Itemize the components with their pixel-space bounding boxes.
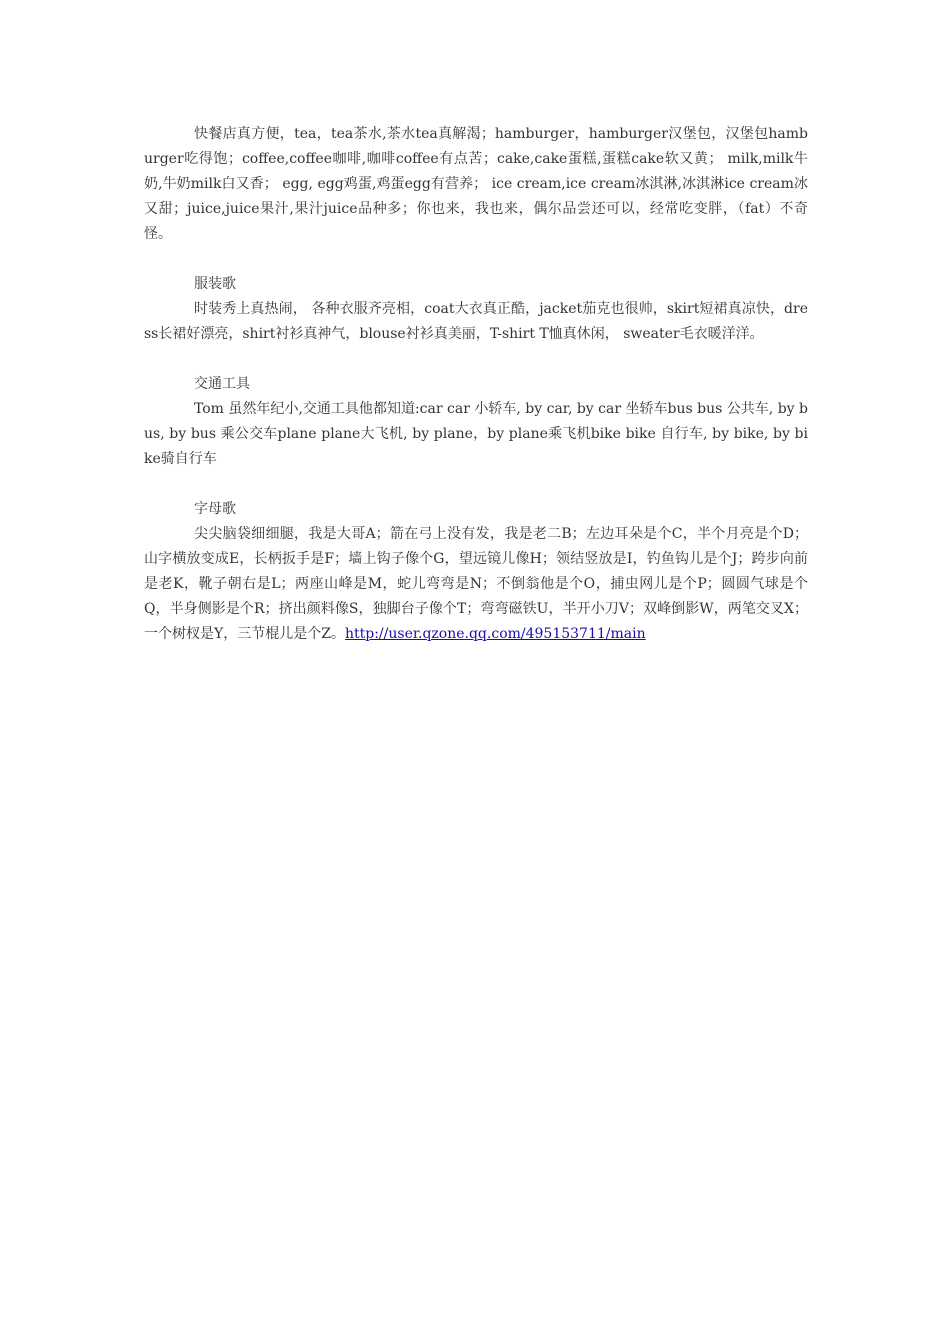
clothing-paragraph — [144, 297, 808, 347]
fastfood-paragraph — [144, 122, 808, 247]
qzone-link[interactable]: http://user.qzone.qq.com/495153711/main — [344, 626, 646, 642]
fastfood-text: 快餐店真方便，tea，tea茶水,茶水tea真解渴；hamburger，hamburger汉堡包，汉堡包hamburger吃得饱；coffee,coffee咖啡,咖啡coffee有点苦；cake,cake蛋糕,蛋糕cake软又黄； milk,milk牛奶,牛奶milk白又香； egg, egg鸡蛋,鸡蛋egg有营养； ice cream,ice cream冰淇淋,冰淇淋ice cream冰又甜；juice,juice果汁,果汁juice品种多；你也来，我也来，偶尔品尝还可以，经常吃变胖，（fat）不奇怪。 — [144, 126, 808, 242]
alphabet-text: 尖尖脑袋细细腿，我是大哥A；箭在弓上没有发，我是老二B；左边耳朵是个C，半个月亮是个D；山字横放变成E，长柄扳手是F；墙上钩子像个G，望远镜儿像H；领结竖放是I，钓鱼钩儿是个J；跨步向前是老K，靴子朝右是L；两座山峰是M，蛇儿弯弯是N；不倒翁他是个O，捕虫网儿是个P；圆圆气球是个Q，半身侧影是个R；挤出颜料像S，独脚台子像个T；弯弯磁铁U，半开小刀V；双峰倒影W，两笔交叉X；一个树杈是Y，三节棍儿是个Z。 — [144, 526, 808, 642]
transport-title: 交通工具 — [194, 376, 250, 392]
transport-text: Tom 虽然年纪小,交通工具他都知道:car car 小轿车, by car, by car 坐轿车bus bus 公共车, by bus, by bus 乘公交车plane plane大飞机, by plane，by plane乘飞机bike bike 自行车, by bike, by bike骑自行车 — [144, 401, 808, 467]
clothing-text: 时装秀上真热闹， 各种衣服齐亮相，coat大衣真正酷，jacket茄克也很帅，skirt短裙真凉快，dress长裙好漂亮，shirt衬衫真神气，blouse衬衫真美丽，T-shirt T恤真休闲， sweater毛衣暖洋洋。 — [144, 301, 808, 342]
alphabet-paragraph — [144, 522, 808, 647]
transport-paragraph — [144, 397, 808, 472]
clothing-song-title: 服装歌 — [194, 276, 236, 292]
spacer — [144, 472, 808, 497]
document-body — [144, 122, 808, 647]
spacer — [144, 247, 808, 272]
alphabet-song-title: 字母歌 — [194, 501, 236, 517]
spacer — [144, 347, 808, 372]
